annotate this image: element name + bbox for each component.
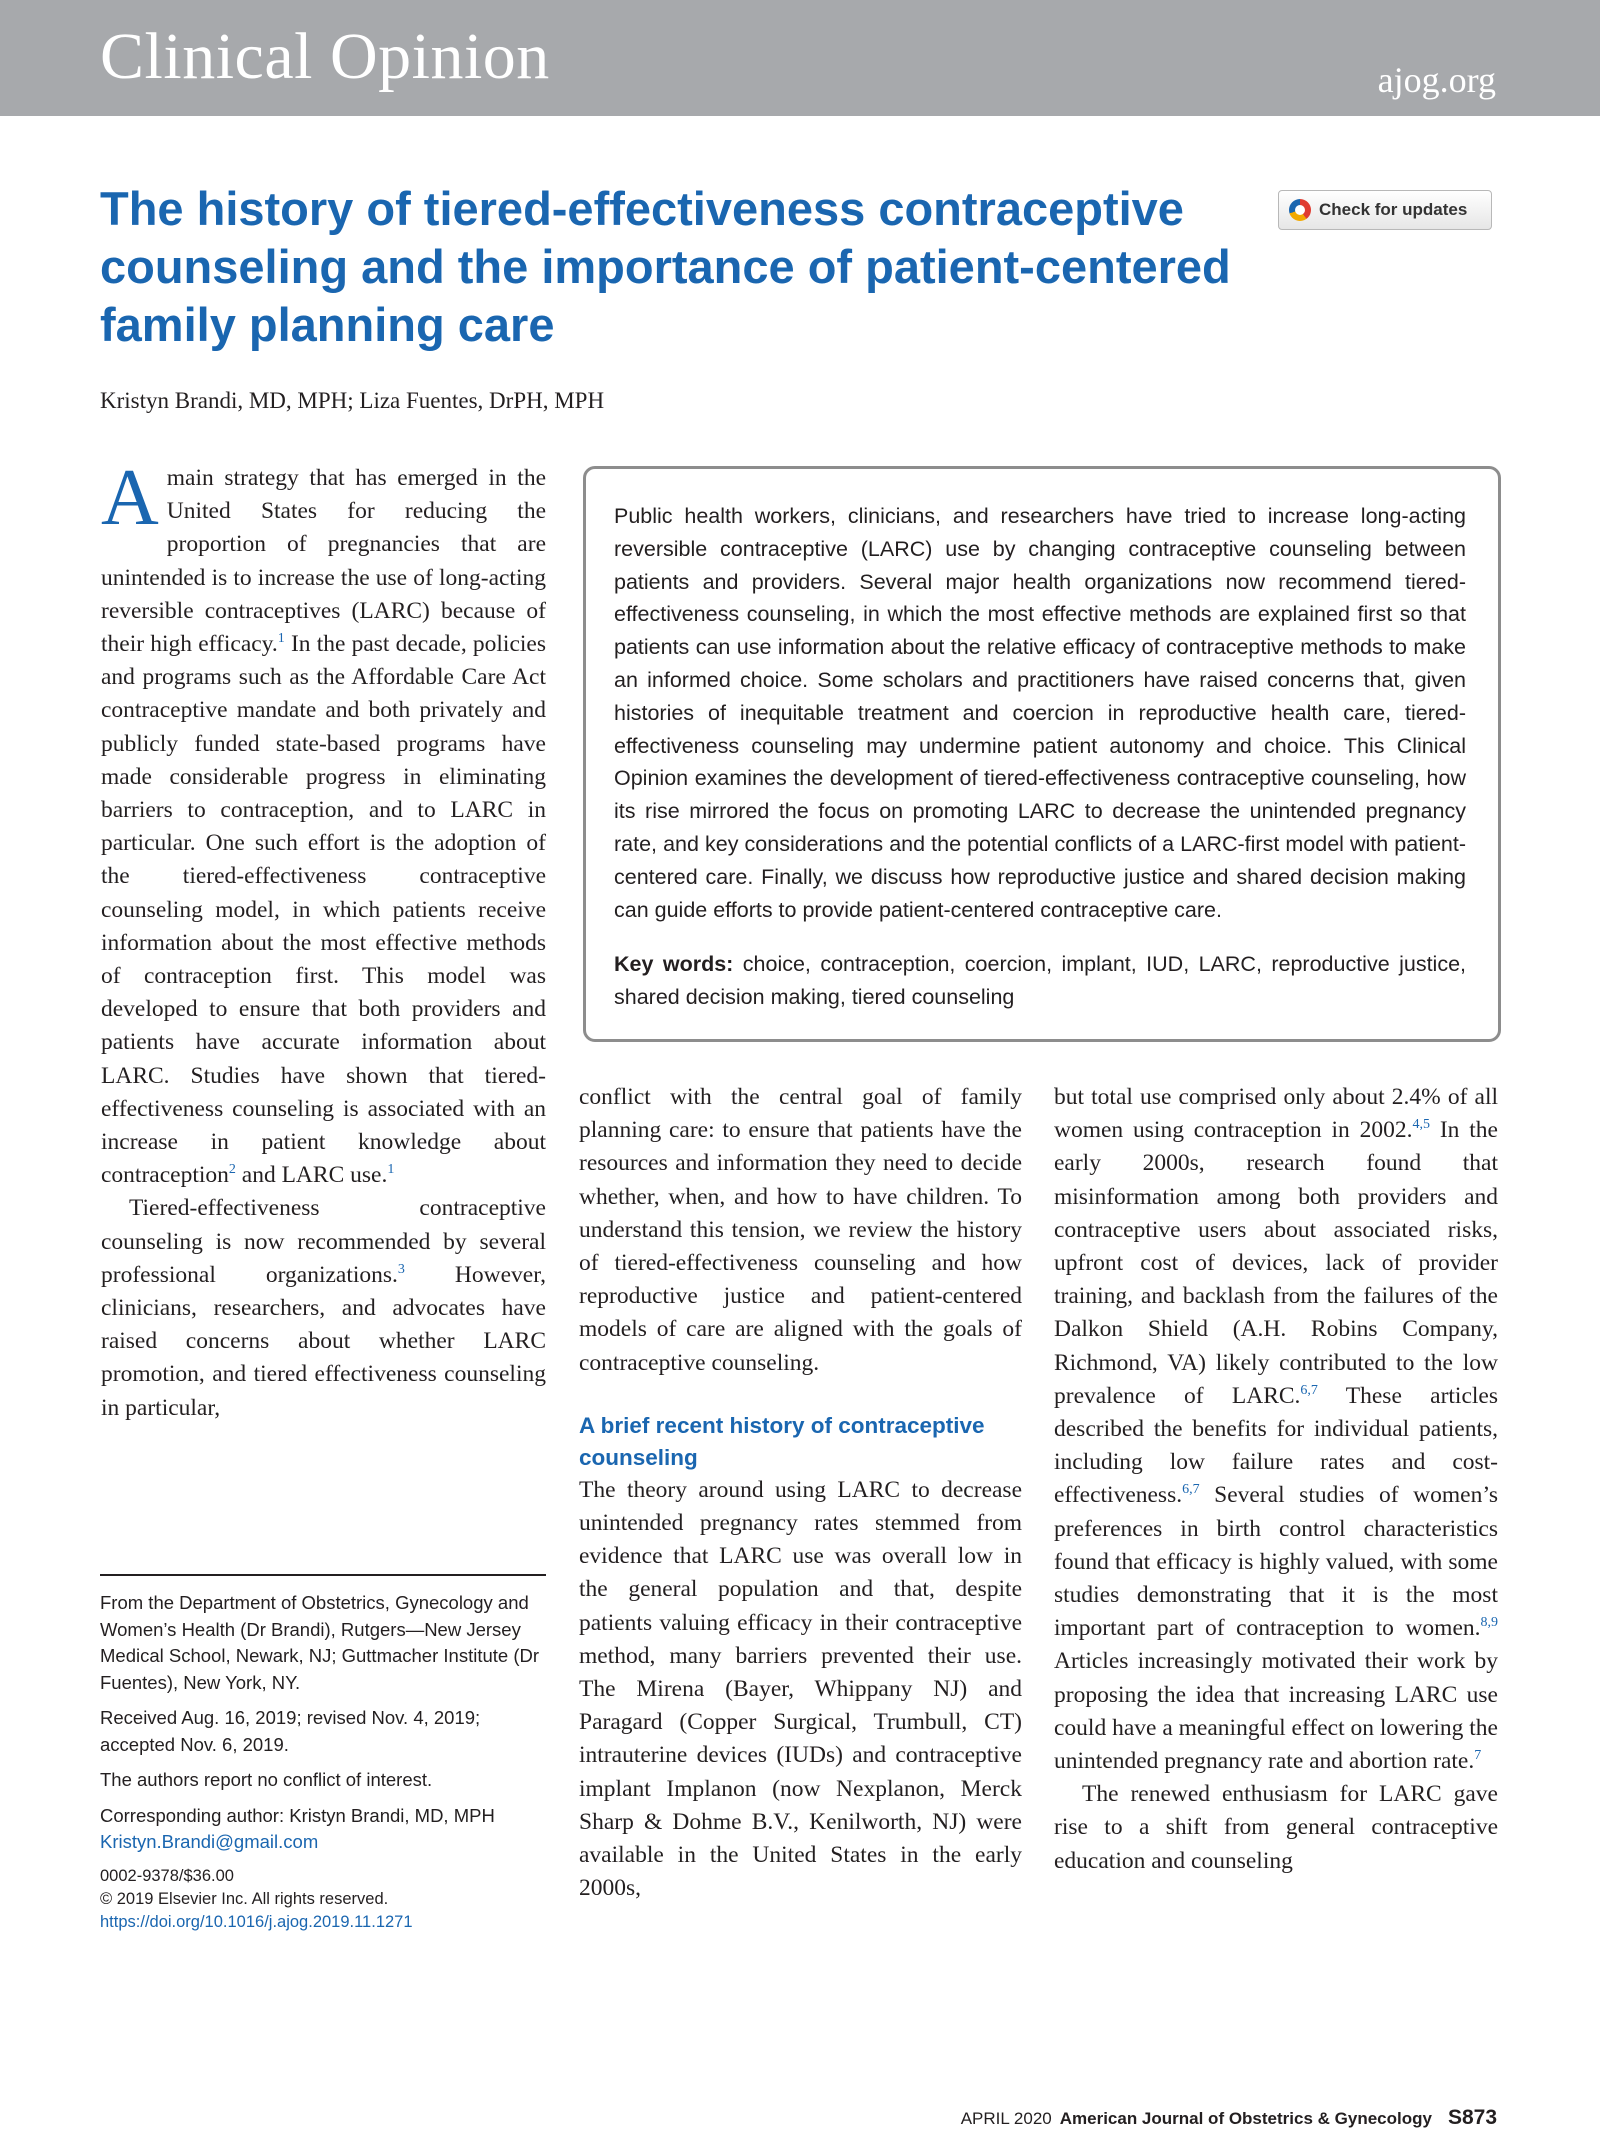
paragraph bbox=[1054, 1081, 1498, 1778]
check-updates-icon bbox=[1289, 199, 1311, 221]
site-link[interactable]: ajog.org bbox=[1377, 60, 1496, 100]
footnotes bbox=[100, 1590, 546, 1934]
keywords-list: choice, contraception, coercion, implant, IUD, LARC, reproductive justice, shared decision making, tiered counseling bbox=[614, 952, 1466, 1010]
reference-link[interactable]: 2 bbox=[228, 1162, 236, 1178]
text: and LARC use. bbox=[235, 1162, 388, 1189]
body-column-2 bbox=[579, 1081, 1022, 1905]
text: Several studies of women’s preferences in birth control characteristics found that efficacy is highly valued, with some studies demonstrating that it is the most important part of contraception to women. bbox=[1054, 1482, 1498, 1642]
keywords bbox=[614, 948, 1466, 1014]
text: In the past decade, policies and programs such as the Affordable Care Act contraceptive mandate and both privately and publicly funded state-based programs have made considerable progress in eliminating barriers to contraception, and to LARC in particular. One such effort is the adoption of the tiered-effectiveness contraceptive counseling model, in which patients receive information about the most effective methods of contraception first. This model was developed to ensure that both providers and patients have accurate information about LARC. Studies have shown that tiered-effectiveness counseling is associated with an increase in patient knowledge about contraception bbox=[101, 631, 546, 1189]
body-column-1 bbox=[101, 454, 546, 1425]
text: main strategy that has emerged in the United States for reducing the proportion of pregnancies that are unintended is to increase the use of long-acting reversible contraceptives (LARC) because of their high efficacy. bbox=[101, 465, 546, 658]
reference-link[interactable]: 8,9 bbox=[1480, 1615, 1498, 1631]
copyright: © 2019 Elsevier Inc. All rights reserved. bbox=[100, 1889, 389, 1908]
doi-link[interactable]: https://doi.org/10.1016/j.ajog.2019.11.1271 bbox=[100, 1912, 413, 1931]
article-title: The history of tiered-effectiveness contraceptive counseling and the importance of patient-centered family planning care bbox=[100, 182, 1231, 351]
abstract-text: Public health workers, clinicians, and researchers have tried to increase long-acting reversible contraceptive (LARC) use by changing contraceptive counseling between patients and providers. Several major health organizations now recommend tiered-effectiveness counseling, in which the most effective methods are explained first so that patients can use information about the relative efficacy of contraceptive methods to make an informed choice. Some scholars and practitioners have raised concerns that, given histories of inequitable treatment and coercion in reproductive health care, tiered-effectiveness counseling may undermine patient autonomy and choice. This Clinical Opinion examines the development of tiered-effectiveness contraceptive counseling, how its rise mirrored the focus on promoting LARC to decrease the unintended pregnancy rate, and key considerations and the potential conflicts of a LARC-first model with patient-centered care. Finally, we discuss how reproductive justice and shared decision making can guide efforts to provide patient-centered contraceptive care. bbox=[614, 504, 1466, 922]
text: In the early 2000s, research found that misinformation among both providers and contraceptive users about associated risks, upfront cost of devices, lack of provider training, and backlash from the failures of the Dalkon Shield (A.H. Robins Company, Richmond, VA) likely contributed to the low prevalence of LARC. bbox=[1054, 1117, 1498, 1409]
text: These articles described the benefits for individual patients, including low failure rates and cost-effectiveness. bbox=[1054, 1382, 1498, 1509]
issn: 0002-9378/$36.00 bbox=[100, 1866, 234, 1885]
paragraph: conflict with the central goal of family planning care: to ensure that patients have the resources and information they need to decide whether, when, and how to have children. To understand this tension, we review the history of tiered-effectiveness counseling and how reproductive justice and patient-centered models of care are aligned with the goals of contraceptive counseling. bbox=[579, 1084, 1022, 1376]
drop-cap: A bbox=[101, 454, 159, 542]
header-bar bbox=[0, 0, 1600, 116]
reference-link[interactable]: 7 bbox=[1474, 1748, 1482, 1764]
reference-link[interactable]: 1 bbox=[387, 1162, 395, 1178]
paragraph bbox=[101, 454, 546, 1192]
page-footer bbox=[961, 2106, 1497, 2131]
corresponding-author bbox=[100, 1803, 546, 1856]
journal-name: American Journal of Obstetrics & Gynecology bbox=[1059, 2109, 1432, 2128]
footnote-divider bbox=[100, 1574, 546, 1576]
text: However, clinicians, researchers, and advocates have raised concerns about whether LARC promotion, and tiered effectiveness counseling in particular, bbox=[101, 1261, 546, 1421]
email-link[interactable]: Kristyn.Brandi@gmail.com bbox=[100, 1831, 319, 1852]
reference-link[interactable]: 1 bbox=[277, 631, 285, 647]
abstract-box bbox=[583, 466, 1501, 1042]
check-updates-label: Check for updates bbox=[1319, 200, 1468, 219]
section-title: Clinical Opinion bbox=[100, 20, 550, 93]
paragraph: The renewed enthusiasm for LARC gave rise to a shift from general contraceptive education and counseling bbox=[1054, 1781, 1498, 1874]
reference-link[interactable]: 6,7 bbox=[1300, 1383, 1318, 1398]
text: Tiered-effectiveness contraceptive counseling is now recommended by several professional organizations. bbox=[101, 1195, 546, 1288]
reference-link[interactable]: 6,7 bbox=[1182, 1482, 1200, 1498]
keywords-label: Key words: bbox=[614, 952, 734, 977]
page-number: S873 bbox=[1447, 2106, 1497, 2129]
received-dates: Received Aug. 16, 2019; revised Nov. 4, 2019; accepted Nov. 6, 2019. bbox=[100, 1707, 481, 1755]
reference-link[interactable]: 3 bbox=[397, 1262, 405, 1278]
issue-date: APRIL 2020 bbox=[960, 2109, 1052, 2128]
reference-link[interactable]: 4,5 bbox=[1412, 1117, 1431, 1133]
authors: Kristyn Brandi, MD, MPH; Liza Fuentes, DrPH, MPH bbox=[100, 388, 605, 413]
text: Articles increasingly motivated their work by proposing the idea that increasing LARC use could have a meaningful effect on lowering the unintended pregnancy rate and abortion rate. bbox=[1054, 1648, 1498, 1775]
conflict-statement: The authors report no conflict of interest. bbox=[100, 1769, 433, 1790]
section-heading: A brief recent history of contraceptive counseling bbox=[579, 1412, 985, 1470]
affiliation: From the Department of Obstetrics, Gynecology and Women’s Health (Dr Brandi), Rutgers—New Jersey Medical School, Newark, NJ; Guttmacher Institute (Dr Fuentes), New York, NY. bbox=[100, 1592, 540, 1693]
text: but total use comprised only about 2.4% of all women using contraception in 2002. bbox=[1054, 1084, 1498, 1144]
body-column-3 bbox=[1054, 1081, 1498, 1878]
paragraph bbox=[101, 1192, 546, 1424]
check-for-updates-button[interactable] bbox=[1278, 190, 1492, 230]
paragraph: The theory around using LARC to decrease unintended pregnancy rates stemmed from evidence that LARC use was overall low in the general population and that, despite patients valuing efficacy in their contraceptive method, many barriers prevented their use. The Mirena (Bayer, Whippany NJ) and Paragard (Copper Surgical, Trumbull, CT) intrauterine devices (IUDs) and contraceptive implant Implanon (now Nexplanon, Merck Sharp & Dohme B.V., Kenilworth, NJ) were available in the United States in the early 2000s, bbox=[579, 1476, 1022, 1902]
text: Corresponding author: Kristyn Brandi, MD, MPH bbox=[100, 1804, 495, 1826]
